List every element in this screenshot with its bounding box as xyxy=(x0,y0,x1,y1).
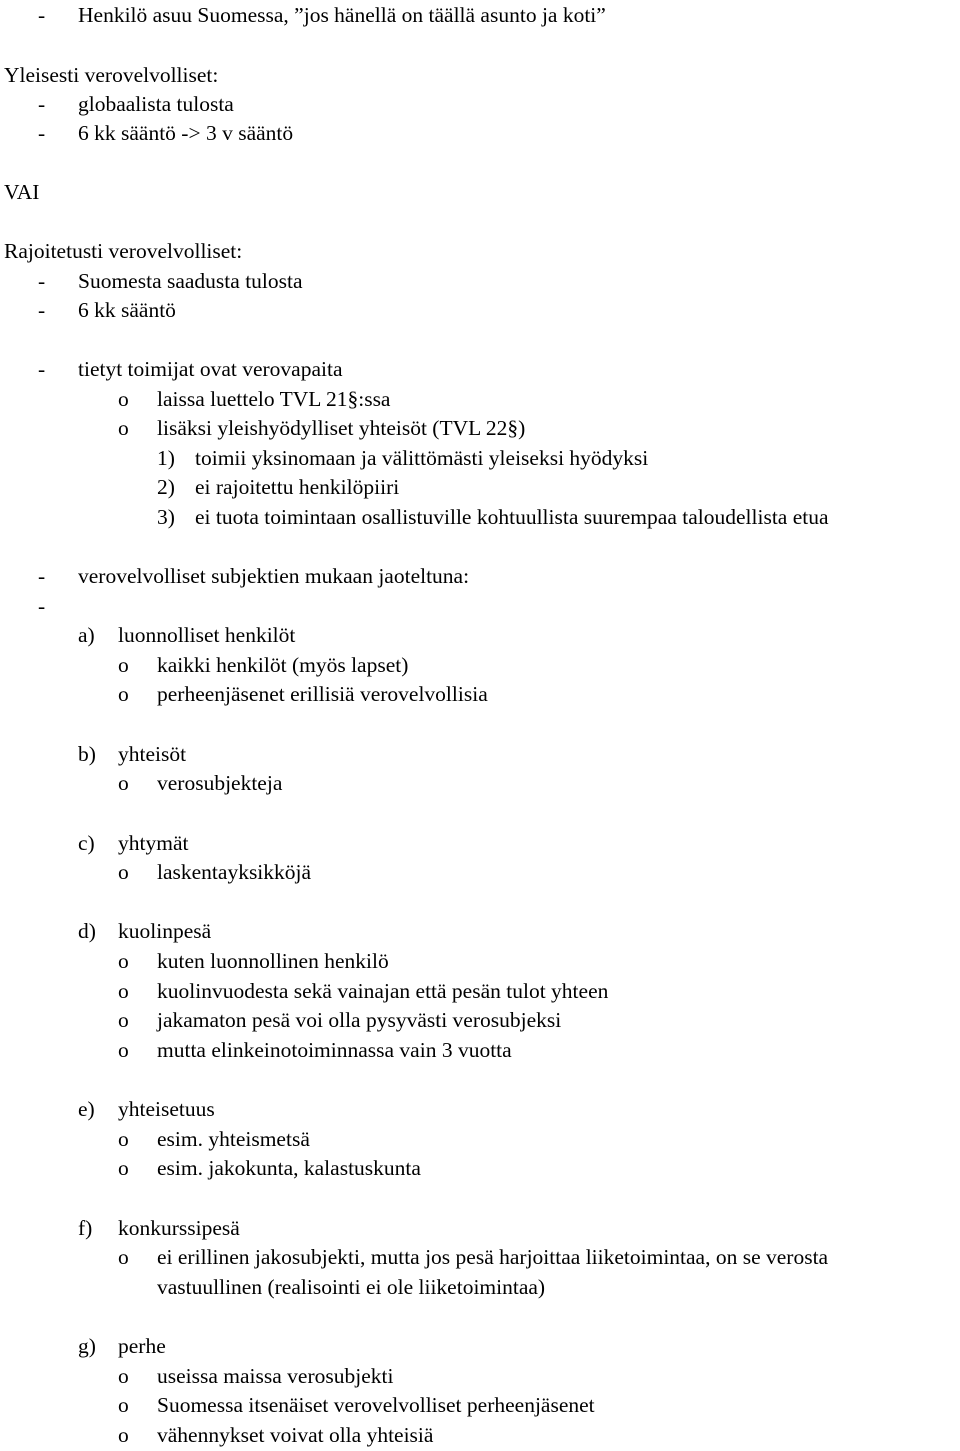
bullet-marker: o xyxy=(118,1364,129,1388)
letter-marker: f) xyxy=(78,1216,93,1240)
line-text: mutta elinkeinotoiminnassa vain 3 vuotta xyxy=(157,1038,512,1062)
line-text: Suomessa itsenäiset verovelvolliset perheenjäsenet xyxy=(157,1393,595,1417)
bullet-marker: o xyxy=(118,979,129,1003)
line-text: globaalista tulosta xyxy=(78,92,234,116)
bullet-marker: o xyxy=(118,1127,129,1151)
line-text: vastuullinen (realisointi ei ole liiketoimintaa) xyxy=(157,1275,546,1299)
line-text: Henkilö asuu Suomessa, ”jos hänellä on täällä asunto ja koti” xyxy=(78,3,606,27)
letter-marker: c) xyxy=(78,831,95,855)
letter-marker: d) xyxy=(78,919,96,943)
line-text: luonnolliset henkilöt xyxy=(118,623,296,647)
dash-marker: - xyxy=(38,357,46,381)
line-text: kuolinpesä xyxy=(118,919,212,943)
line-text: 6 kk sääntö xyxy=(78,298,176,322)
line-text: perheenjäsenet erillisiä verovelvollisia xyxy=(157,682,488,706)
line-text: ei rajoitettu henkilöpiiri xyxy=(195,475,400,499)
bullet-marker: o xyxy=(118,949,129,973)
bullet-marker: o xyxy=(118,682,129,706)
line-text: 6 kk sääntö -> 3 v sääntö xyxy=(78,121,294,145)
line-text: perhe xyxy=(118,1334,166,1358)
letter-marker: a) xyxy=(78,623,95,647)
dash-marker: - xyxy=(38,594,46,618)
line-text: Rajoitetusti verovelvolliset: xyxy=(4,239,243,263)
line-text: kuolinvuodesta sekä vainajan että pesän tulot yhteen xyxy=(157,979,609,1003)
line-text: yhteisöt xyxy=(118,742,187,766)
number-marker: 3) xyxy=(157,505,175,529)
dash-marker: - xyxy=(38,564,46,588)
line-text: kaikki henkilöt (myös lapset) xyxy=(157,653,409,677)
line-text: laskentayksikköjä xyxy=(157,860,312,884)
bullet-marker: o xyxy=(118,387,129,411)
bullet-marker: o xyxy=(118,1393,129,1417)
dash-marker: - xyxy=(38,269,46,293)
letter-marker: e) xyxy=(78,1097,95,1121)
line-text: laissa luettelo TVL 21§:ssa xyxy=(157,387,391,411)
line-text: kuten luonnollinen henkilö xyxy=(157,949,389,973)
letter-marker: g) xyxy=(78,1334,96,1358)
line-text: yhtymät xyxy=(118,831,189,855)
letter-marker: b) xyxy=(78,742,96,766)
dash-marker: - xyxy=(38,3,46,27)
line-text: ei erillinen jakosubjekti, mutta jos pesä harjoittaa liiketoimintaa, on se verosta xyxy=(157,1245,829,1269)
line-text: esim. jakokunta, kalastuskunta xyxy=(157,1156,421,1180)
line-text: verovelvolliset subjektien mukaan jaoteltuna: xyxy=(78,564,470,588)
line-text: ei tuota toimintaan osallistuville kohtuullista suurempaa taloudellista etua xyxy=(195,505,829,529)
bullet-marker: o xyxy=(118,1156,129,1180)
number-marker: 2) xyxy=(157,475,175,499)
number-marker: 1) xyxy=(157,446,175,470)
line-text: yhteisetuus xyxy=(118,1097,215,1121)
line-text: verosubjekteja xyxy=(157,771,283,795)
line-text: Suomesta saadusta tulosta xyxy=(78,269,303,293)
line-text: vähennykset voivat olla yhteisiä xyxy=(157,1423,434,1447)
line-text: esim. yhteismetsä xyxy=(157,1127,310,1151)
bullet-marker: o xyxy=(118,653,129,677)
bullet-marker: o xyxy=(118,1008,129,1032)
bullet-marker: o xyxy=(118,1245,129,1269)
line-text: jakamaton pesä voi olla pysyvästi verosubjeksi xyxy=(157,1008,562,1032)
dash-marker: - xyxy=(38,121,46,145)
dash-marker: - xyxy=(38,92,46,116)
dash-marker: - xyxy=(38,298,46,322)
line-text: lisäksi yleishyödylliset yhteisöt (TVL 22§) xyxy=(157,416,526,440)
line-text: tietyt toimijat ovat verovapaita xyxy=(78,357,343,381)
line-text: useissa maissa verosubjekti xyxy=(157,1364,394,1388)
bullet-marker: o xyxy=(118,860,129,884)
line-text: Yleisesti verovelvolliset: xyxy=(4,63,219,87)
bullet-marker: o xyxy=(118,416,129,440)
line-text: konkurssipesä xyxy=(118,1216,240,1240)
line-text: toimii yksinomaan ja välittömästi yleiseksi hyödyksi xyxy=(195,446,649,470)
bullet-marker: o xyxy=(118,1038,129,1062)
line-text: VAI xyxy=(4,180,40,204)
bullet-marker: o xyxy=(118,771,129,795)
bullet-marker: o xyxy=(118,1423,129,1447)
